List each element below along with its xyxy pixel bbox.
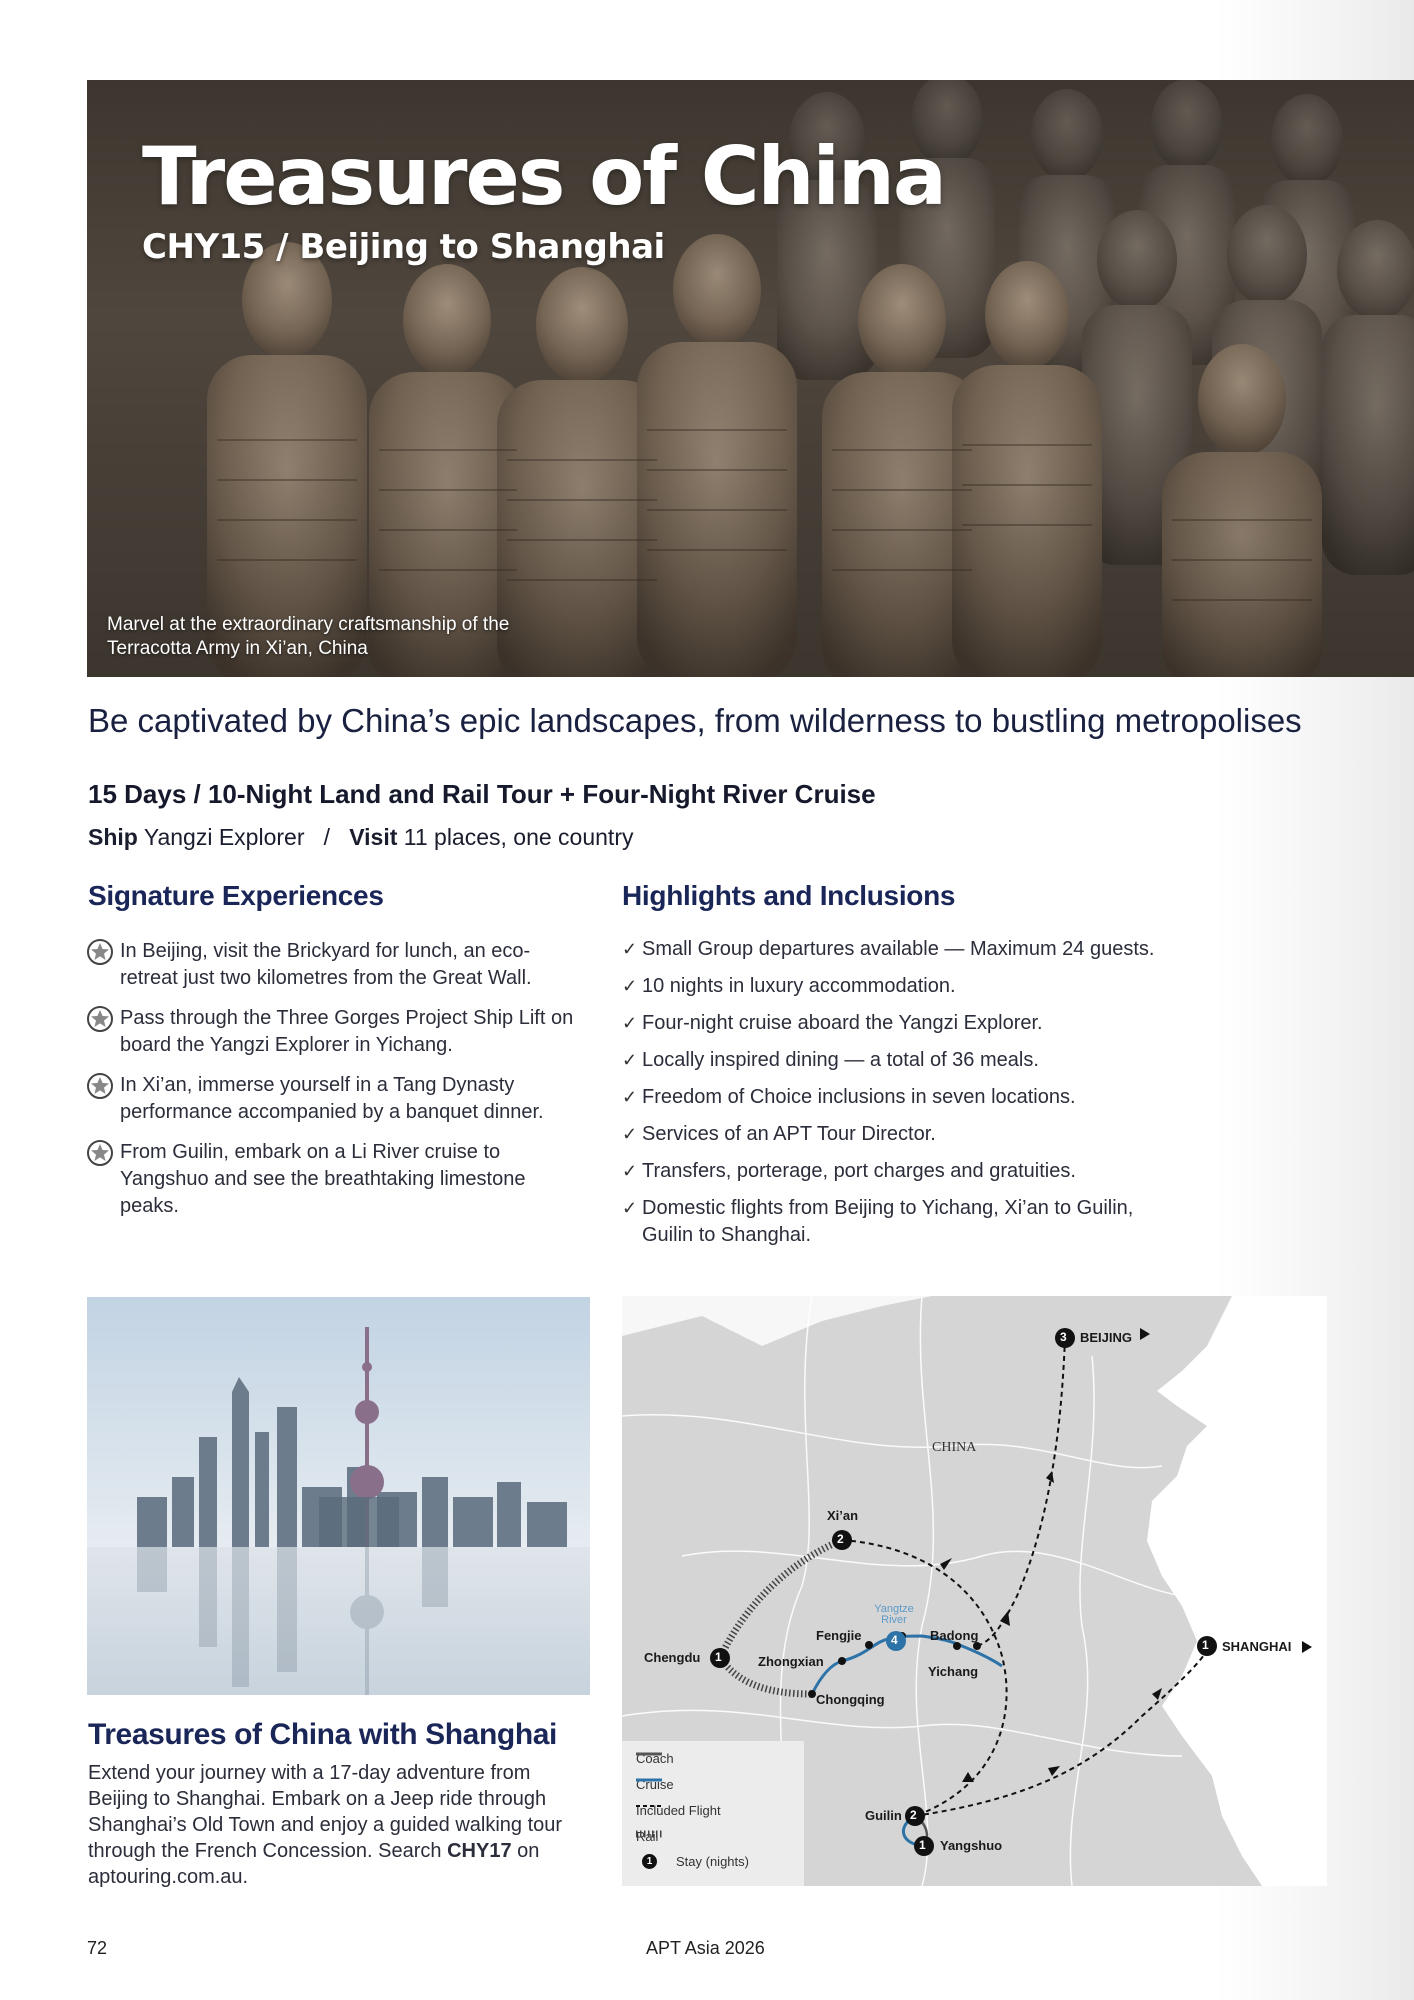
star-badge-icon bbox=[86, 938, 114, 966]
legend-flight: Included Flight bbox=[636, 1803, 721, 1818]
highlights-list bbox=[622, 936, 1242, 1259]
highlight-item: ✓ Services of an APT Tour Director. bbox=[622, 1121, 1242, 1148]
ship-visit-line bbox=[88, 824, 634, 851]
checkmark-icon: ✓ bbox=[622, 1050, 638, 1070]
rail-line-icon bbox=[636, 1829, 662, 1839]
highlight-item: ✓ Four-night cruise aboard the Yangzi Explorer. bbox=[622, 1010, 1242, 1037]
star-badge-icon bbox=[86, 1072, 114, 1100]
fengjie-label: Fengjie bbox=[816, 1628, 862, 1643]
legend-stay: 1 Stay (nights) bbox=[636, 1854, 749, 1869]
page-number: 72 bbox=[87, 1938, 108, 1958]
checkmark-icon: ✓ bbox=[622, 1124, 638, 1144]
ship-label: Ship bbox=[88, 824, 138, 850]
guilin-nights: 2 bbox=[910, 1808, 917, 1822]
signature-list bbox=[86, 938, 586, 1233]
badong-label: Badong bbox=[930, 1628, 979, 1643]
skyline-illustration bbox=[87, 1297, 590, 1695]
hero-title: Treasures of China bbox=[142, 130, 945, 223]
tour-code: CHY17 bbox=[447, 1840, 512, 1862]
zhongxian-label: Zhongxian bbox=[758, 1654, 824, 1669]
checkmark-icon: ✓ bbox=[622, 1198, 638, 1218]
map-legend bbox=[622, 1741, 804, 1886]
checkmark-icon: ✓ bbox=[622, 1161, 638, 1181]
signature-item: In Xi’an, immerse yourself in a Tang Dynasty performance accompanied by a banquet dinner. bbox=[86, 1072, 586, 1126]
hero-caption: Marvel at the extraordinary craftsmanship of the Terracotta Army in Xi’an, China bbox=[107, 614, 510, 659]
star-badge-icon bbox=[86, 1139, 114, 1167]
highlight-item: ✓ Locally inspired dining — a total of 36 meals. bbox=[622, 1047, 1242, 1074]
visit-label: Visit bbox=[349, 824, 398, 850]
shanghai-nights: 1 bbox=[1202, 1638, 1209, 1652]
highlight-item: ✓ 10 nights in luxury accommodation. bbox=[622, 973, 1242, 1000]
stay-marker-icon: 1 bbox=[636, 1854, 662, 1869]
chengdu-label: Chengdu bbox=[644, 1650, 701, 1665]
chengdu-nights: 1 bbox=[715, 1650, 722, 1664]
cruise-line-icon bbox=[636, 1777, 662, 1783]
guilin-label: Guilin bbox=[865, 1808, 902, 1823]
legend-coach: Coach bbox=[636, 1751, 674, 1766]
chongqing-label: Chongqing bbox=[816, 1692, 885, 1707]
shanghai-skyline-image bbox=[87, 1297, 590, 1695]
highlights-heading: Highlights and Inclusions bbox=[622, 880, 956, 911]
highlight-item: ✓ Freedom of Choice inclusions in seven locations. bbox=[622, 1084, 1242, 1111]
beijing-nights: 3 bbox=[1060, 1330, 1067, 1344]
yangshuo-label: Yangshuo bbox=[940, 1838, 1003, 1853]
tour-duration: 15 Days / 10-Night Land and Rail Tour + Four-Night River Cruise bbox=[88, 779, 876, 809]
highlight-item: ✓ Domestic flights from Beijing to Yichang, Xi’an to Guilin, Guilin to Shanghai. bbox=[622, 1197, 1134, 1246]
highlight-item: ✓ Small Group departures available — Maximum 24 guests. bbox=[622, 936, 1242, 963]
cruise-nights: 4 bbox=[891, 1633, 898, 1647]
beijing-label: BEIJING bbox=[1080, 1330, 1133, 1345]
tagline: Be captivated by China’s epic landscapes, from wilderness to bustling metropolises bbox=[88, 702, 1302, 739]
xian-label: Xi’an bbox=[827, 1508, 859, 1523]
flight-line-icon bbox=[636, 1803, 662, 1809]
signature-item: Pass through the Three Gorges Project Ship Lift on board the Yangzi Explorer in Yichang. bbox=[86, 1005, 586, 1059]
checkmark-icon: ✓ bbox=[622, 939, 638, 959]
signature-item: In Beijing, visit the Brickyard for lunch, an eco-retreat just two kilometres from the Great Wall. bbox=[86, 938, 586, 992]
separator: / bbox=[323, 824, 331, 850]
route-map bbox=[622, 1296, 1327, 1886]
star-badge-icon bbox=[86, 1005, 114, 1033]
publication-name: APT Asia 2026 bbox=[646, 1938, 765, 1958]
checkmark-icon: ✓ bbox=[622, 976, 638, 996]
hero-image bbox=[87, 80, 1414, 677]
legend-cruise: Cruise bbox=[636, 1777, 674, 1792]
yangshuo-nights: 1 bbox=[919, 1838, 926, 1852]
shanghai-label: SHANGHAI bbox=[1222, 1639, 1292, 1654]
checkmark-icon: ✓ bbox=[622, 1087, 638, 1107]
visit-value: 11 places, one country bbox=[403, 824, 634, 850]
signature-heading: Signature Experiences bbox=[88, 880, 384, 911]
hero-subtitle: CHY15 / Beijing to Shanghai bbox=[142, 227, 665, 267]
yangtze-river-label: Yangtze River bbox=[874, 1603, 914, 1626]
legend-rail: Rail bbox=[636, 1829, 658, 1844]
yichang-label: Yichang bbox=[928, 1664, 979, 1679]
xian-nights: 2 bbox=[837, 1532, 844, 1546]
extension-title: Treasures of China with Shanghai bbox=[88, 1718, 557, 1751]
extension-body: Extend your journey with a 17-day adventure from Beijing to Shanghai. Embark on a Jeep ride through Shanghai’s Old Town and enjoy a guided walking tour through the French Concession. Search CHY17 on aptouring.com.au. bbox=[88, 1762, 563, 1888]
highlight-item: ✓ Transfers, porterage, port charges and gratuities. bbox=[622, 1158, 1242, 1185]
ship-name: Yangzi Explorer bbox=[143, 824, 305, 850]
checkmark-icon: ✓ bbox=[622, 1013, 638, 1033]
coach-line-icon bbox=[636, 1751, 662, 1757]
country-label: CHINA bbox=[932, 1440, 977, 1455]
signature-item: From Guilin, embark on a Li River cruise to Yangshuo and see the breathtaking limestone peaks. bbox=[86, 1139, 586, 1220]
